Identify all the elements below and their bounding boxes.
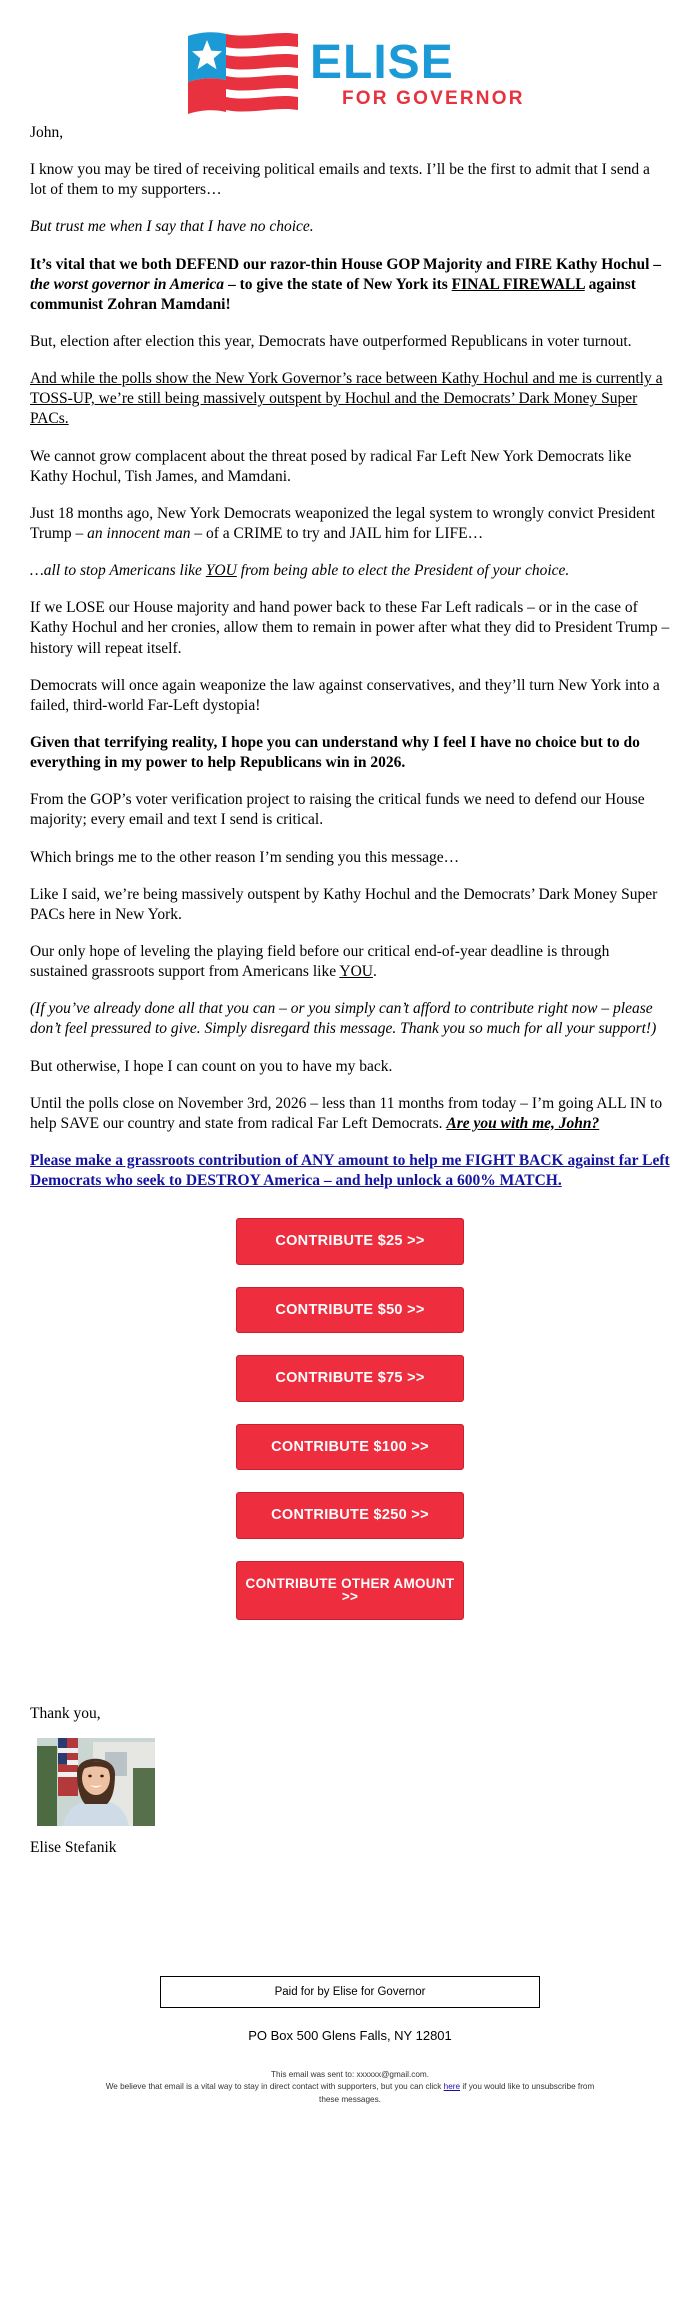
- unsubscribe-text-before: We believe that email is a vital way to stay in direct contact with supporters, but you can click: [105, 2082, 444, 2092]
- unsubscribe-text-after: if you would like to unsubscribe from: [460, 2082, 595, 2092]
- p3-seg3: – to give the state of New York its: [224, 275, 452, 293]
- p18-seg1: Until the polls close on November 3rd, 2026 – less than 11 months from today – I’m going ALL IN to help SAVE our country and state from radical Far Left Democrats.: [30, 1094, 663, 1132]
- unsubscribe-link[interactable]: here: [443, 2082, 461, 2092]
- contribute-other-button[interactable]: CONTRIBUTE OTHER AMOUNT >>: [236, 1561, 464, 1620]
- paragraph-7: [30, 504, 670, 544]
- paragraph-19-container: [30, 1151, 670, 1191]
- p8-you-underline: YOU: [205, 562, 237, 580]
- donation-button-group: [30, 1218, 670, 1620]
- paragraph-6: We cannot grow complacent about the threat posed by radical Far Left New York Democrats like Kathy Hochul, Tish James, and Mamdani.: [30, 447, 632, 485]
- email-footer: [0, 1976, 700, 2132]
- p3-seg1: It’s vital that we both DEFEND our razor-thin House GOP Majority and FIRE Kathy Hochul –: [30, 255, 662, 273]
- signature-block: [0, 1642, 700, 1858]
- contribute-100-button[interactable]: CONTRIBUTE $100 >>: [236, 1424, 464, 1471]
- contribution-appeal-link[interactable]: Please make a grassroots contribution of ANY amount to help me FIGHT BACK against far Left Democrats who seek to DESTROY America – and help unlock a 600% MATCH.: [30, 1151, 670, 1190]
- paragraph-18: [30, 1094, 670, 1134]
- p15-you-underline: YOU: [339, 963, 373, 981]
- avatar: [37, 1738, 155, 1826]
- email-body: [0, 123, 700, 1620]
- unsubscribe-line-2: these messages.: [319, 2094, 381, 2104]
- thank-you-text: Thank you,: [30, 1704, 101, 1722]
- mailing-address: PO Box 500 Glens Falls, NY 12801: [248, 2027, 452, 2043]
- p7-seg2-italic: an innocent man: [87, 524, 191, 542]
- signer-name: Elise Stefanik: [30, 1838, 117, 1856]
- p3-seg2-italic: the worst governor in America: [30, 275, 225, 293]
- paragraph-12: From the GOP’s voter verification project to raising the critical funds we need to defend our House majority; every email and text I send is critical.: [30, 791, 645, 829]
- paragraph-1: I know you may be tired of receiving political emails and texts. I’ll be the first to admit that I send a lot of them to my supporters…: [30, 161, 650, 199]
- p15-seg1: Our only hope of leveling the playing field before our critical end-of-year deadline is through sustained grassroots support from Americans like: [30, 942, 610, 981]
- paragraph-3-bold: [30, 255, 670, 315]
- paragraph-4: But, election after election this year, Democrats have outperformed Republicans in voter turnout.: [30, 332, 632, 350]
- email-header: [0, 0, 700, 123]
- p18-question-emphasis: Are you with me, John?: [446, 1114, 600, 1132]
- salutation: John,: [30, 124, 64, 141]
- p3-seg4-underline: FINAL FIREWALL: [451, 275, 585, 293]
- p3-seg5: against communist Zohran Mamdani!: [30, 275, 636, 313]
- fine-print: [70, 2069, 630, 2106]
- paragraph-17: But otherwise, I hope I can count on you to have my back.: [30, 1057, 393, 1075]
- portrait-image: [37, 1738, 155, 1826]
- p7-seg3: – of a CRIME to try and JAIL him for LIFE…: [190, 524, 484, 542]
- paragraph-15: [30, 942, 670, 982]
- paragraph-10: Democrats will once again weaponize the law against conservatives, and they’ll turn New York into a failed, third-world Far-Left dystopia!: [30, 676, 660, 714]
- logo-artwork: [170, 28, 530, 114]
- paid-for-disclaimer: Paid for by Elise for Governor: [160, 1976, 540, 2008]
- contribute-250-button[interactable]: CONTRIBUTE $250 >>: [236, 1492, 464, 1539]
- paragraph-5-underlined: And while the polls show the New York Governor’s race between Kathy Hochul and me is currently a TOSS-UP, we’re still being massively outspent by Hochul and the Democrats’ Dark Money Super PACs.: [30, 370, 663, 428]
- p7-seg1: Just 18 months ago, New York Democrats weaponized the legal system to wrongly convict President Trump –: [30, 504, 656, 542]
- paragraph-16-disclaimer: (If you’ve already done all that you can – or you simply can’t afford to contribute right now – please don’t feel pressured to give. Simply disregard this message. Thank you so much for all your support!): [30, 1000, 657, 1038]
- logo-name-text: ELISE: [310, 36, 454, 89]
- contribute-75-button[interactable]: CONTRIBUTE $75 >>: [236, 1355, 464, 1402]
- paragraph-14: Like I said, we’re being massively outspent by Kathy Hochul and the Democrats’ Dark Money Super PACs here in New York.: [30, 885, 658, 923]
- campaign-logo[interactable]: [170, 28, 530, 114]
- p15-seg3: .: [372, 963, 377, 981]
- paragraph-13: Which brings me to the other reason I’m sending you this message…: [30, 848, 460, 866]
- unsubscribe-line: [70, 2081, 630, 2093]
- paragraph-11-bold: Given that terrifying reality, I hope you can understand why I feel I have no choice but to do everything in my power to help Republicans win in 2026.: [30, 733, 640, 772]
- paragraph-8-italic: [30, 561, 670, 581]
- recipient-line: This email was sent to: xxxxxx@gmail.com.: [270, 2069, 429, 2079]
- contribute-25-button[interactable]: CONTRIBUTE $25 >>: [236, 1218, 464, 1265]
- logo-tagline-text: FOR GOVERNOR: [342, 88, 525, 109]
- paragraph-2-italic: But trust me when I say that I have no choice.: [30, 218, 314, 236]
- paragraph-9: If we LOSE our House majority and hand power back to these Far Left radicals – or in the case of Kathy Hochul and her cronies, allow them to remain in power after what they did to President Trump – history will repeat itself.: [30, 599, 670, 657]
- p8-seg1: …all to stop Americans like: [30, 562, 206, 580]
- p8-seg3: from being able to elect the President of your choice.: [236, 562, 570, 580]
- contribute-50-button[interactable]: CONTRIBUTE $50 >>: [236, 1287, 464, 1334]
